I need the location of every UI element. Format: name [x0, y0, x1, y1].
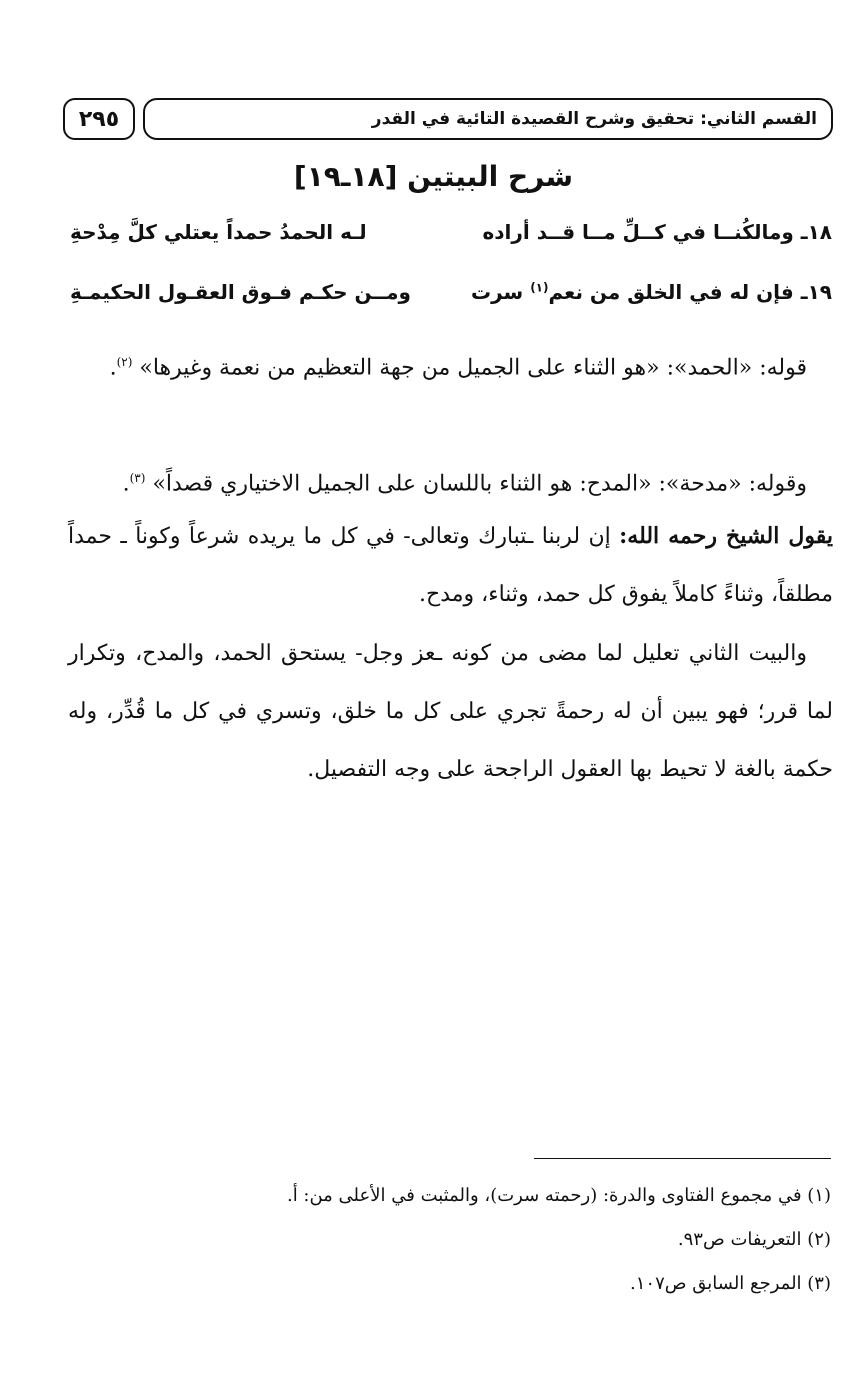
paragraph-definition-hamd: قوله: «الحمد»: «هو الثناء على الجميل من جهة التعظيم من نعمة وغيرها» $^{(٢)}$. — [109, 355, 807, 381]
verse-second-hemistich: ومــن حكـم فـوق العقـول الحكيمـةِ — [70, 280, 411, 304]
running-title-text: القسم الثاني: تحقيق وشرح القصيدة التائية في القدر — [371, 109, 817, 129]
footnotes — [131, 1178, 831, 1310]
verse-18 — [70, 220, 832, 260]
footnote-separator — [534, 1158, 831, 1159]
page-number: ٢٩٥ — [63, 98, 135, 140]
paragraph-definition-madha: وقوله: «مدحة»: «المدح: هو الثناء باللسان على الجميل الاختياري قصداً» $^{(٣)}$. — [122, 471, 807, 497]
footnote-marker[interactable]: (٢) — [116, 355, 133, 369]
footnote-marker[interactable]: (٣) — [129, 471, 146, 485]
verse-first-hemistich — [471, 280, 832, 304]
paragraph-text: قوله: «الحمد»: «هو الثناء على الجميل من جهة التعظيم من نعمة وغيرها» — [139, 355, 807, 381]
verse-first-hemistich: ١٨ـ ومالكُنــا في كــلِّ مــا قــد أراده — [482, 220, 832, 244]
footnote-2: (٢) التعريفات ص٩٣. — [677, 1229, 831, 1250]
section-title: شرح البيتين [١٨ـ١٩] — [293, 160, 574, 193]
paragraph-sheikh-says — [68, 507, 833, 624]
paragraph-text: وقوله: «مدحة»: «المدح: هو الثناء باللسان على الجميل الاختياري قصداً» — [152, 471, 807, 497]
footnote-3: (٣) المرجع السابق ص١٠٧. — [630, 1273, 831, 1294]
paragraph-text: إن لربنا ـتبارك وتعالى- في كل ما يريده شرعاً وكوناً ـ حمداً مطلقاً، وثناءً كاملاً يفوق كل حمد، وثناء، ومدح. — [68, 524, 833, 607]
footnote-marker[interactable]: (١) — [530, 280, 549, 295]
verse-second-hemistich: لـه الحمدُ حمداً يعتلي كلَّ مِدْحةِ — [70, 220, 367, 244]
running-title — [143, 98, 833, 140]
verse-first-hemistich-end: سرت — [471, 280, 531, 304]
paragraph-second-verse-explanation — [68, 625, 833, 799]
paragraph-lead: يقول الشيخ رحمه الله: — [619, 523, 833, 549]
verse-first-hemistich-text: ١٩ـ فإن له في الخلق من نعم — [548, 280, 832, 304]
verse-19 — [70, 280, 832, 320]
paragraph-text: والبيت الثاني تعليل لما مضى من كونه ـعز وجل- يستحق الحمد، والمدح، وتكرار لما قرر؛ فهو يبين أن له رحمةً تجري على كل ما خلق، وتسري في كل ما قُدِّر، وله حكمة بالغة لا تحيط بها العقول الراجحة على وجه التفصيل. — [68, 641, 833, 782]
footnote-1: (١) في مجموع الفتاوى والدرة: (رحمته سرت)، والمثبت في الأعلى من: أ. — [286, 1185, 831, 1206]
page-header — [63, 98, 833, 142]
